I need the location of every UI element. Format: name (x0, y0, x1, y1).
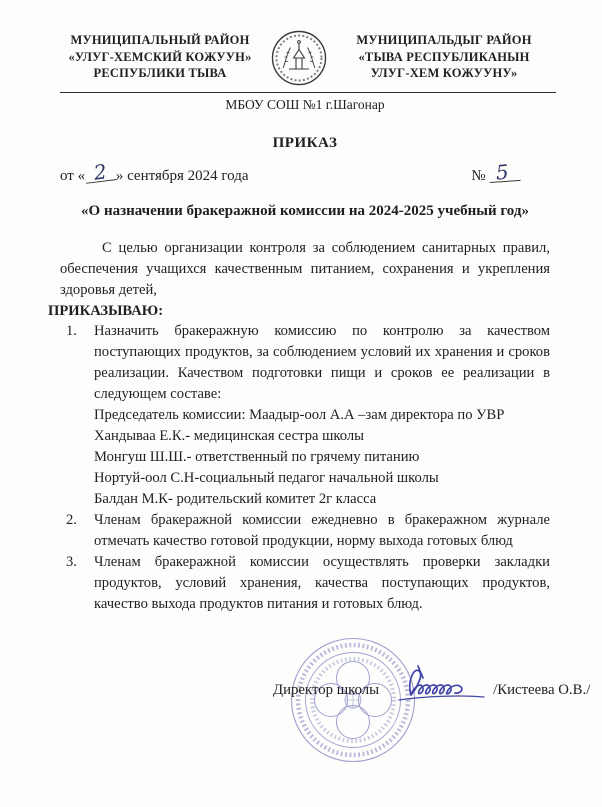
letterhead-left-line: МУНИЦИПАЛЬНЫЙ РАЙОН (70, 33, 250, 47)
coat-of-arms-icon (269, 28, 329, 88)
order-item-2 (60, 510, 550, 552)
signature-row (273, 671, 590, 709)
item-text: Назначить бракеражную комиссию по контролю за качеством поступающих продуктов, за соблюдением условий их хранения и сроков реализации. Качеством подготовки пищи и сроков ее реализации в следующем составе: (94, 323, 550, 402)
letterhead-left-block (60, 26, 260, 82)
header-divider (60, 92, 556, 93)
committee-member: Хандываа Е.К.- медицинская сестра школы (94, 428, 364, 444)
letterhead-right-line: МУНИЦИПАЛЬДЫГ РАЙОН (356, 33, 532, 47)
committee-member: Председатель комиссии: Маадыр-оол А.А –зам директора по УВР (94, 407, 505, 423)
document-title: ПРИКАЗ (272, 135, 338, 151)
letterhead-left-line: «УЛУГ-ХЕМСКИЙ КОЖУУН» (68, 49, 252, 64)
handwritten-day: 2 (84, 163, 117, 184)
item-text: Членам бракеражной комиссии ежедневно в бракеражном журнале отмечать качество готовой продукции, норму выхода готовых блюд (94, 512, 550, 549)
committee-member: Балдан М.К- родительский комитет 2г класса (94, 491, 377, 507)
item-number: 2. (66, 512, 77, 528)
signer-role: Директор школы (273, 681, 380, 698)
item-number: 1. (66, 323, 77, 339)
item-number: 3. (66, 554, 77, 570)
document-number (471, 159, 520, 185)
committee-member: Нортуй-оол С.Н-социальный педагог начальной школы (94, 470, 439, 486)
committee-member: Монгуш Ш.Ш.- ответственный по грячему питанию (94, 449, 420, 465)
item-text: Членам бракеражной комиссии осуществлять проверки закладки продуктов, условий хранения, качества поступающих продуктов, качество выхода продуктов питания и готовых блюд. (94, 554, 550, 612)
order-word: ПРИКАЗЫВАЮ: (48, 303, 164, 319)
school-name: МБОУ СОШ №1 г.Шагонар (225, 97, 385, 112)
signer-name: /Кистеева О.В./ (493, 681, 591, 698)
letterhead-left-line: РЕСПУБЛИКИ ТЫВА (93, 66, 227, 80)
signature-icon (381, 663, 499, 709)
date-and-number-row (60, 159, 550, 185)
signature-block (60, 627, 591, 807)
handwritten-number: 5 (489, 164, 521, 183)
letterhead-right-line: УЛУГ-ХЕМ КОЖУУНУ» (370, 66, 518, 80)
order-items (60, 321, 550, 615)
number-label: № (471, 168, 486, 184)
letterhead-right-block (338, 26, 550, 82)
preamble-paragraph: С целью организации контроля за соблюдением санитарных правил, обеспечения учащихся качественным питанием, сохранения и укрепления здоровья детей, (60, 240, 550, 298)
date-prefix: от « (60, 168, 86, 184)
order-subject: «О назначении бракеражной комиссии на 2024-2025 учебный год» (81, 203, 529, 219)
committee-members (94, 405, 550, 510)
order-item-3 (60, 552, 550, 615)
letterhead-right-line: «ТЫВА РЕСПУБЛИКАНЫН (358, 49, 530, 64)
date-suffix: » сентября 2024 года (115, 168, 249, 184)
date-line (60, 159, 249, 185)
letterhead (60, 26, 550, 88)
order-item-1 (60, 321, 550, 510)
